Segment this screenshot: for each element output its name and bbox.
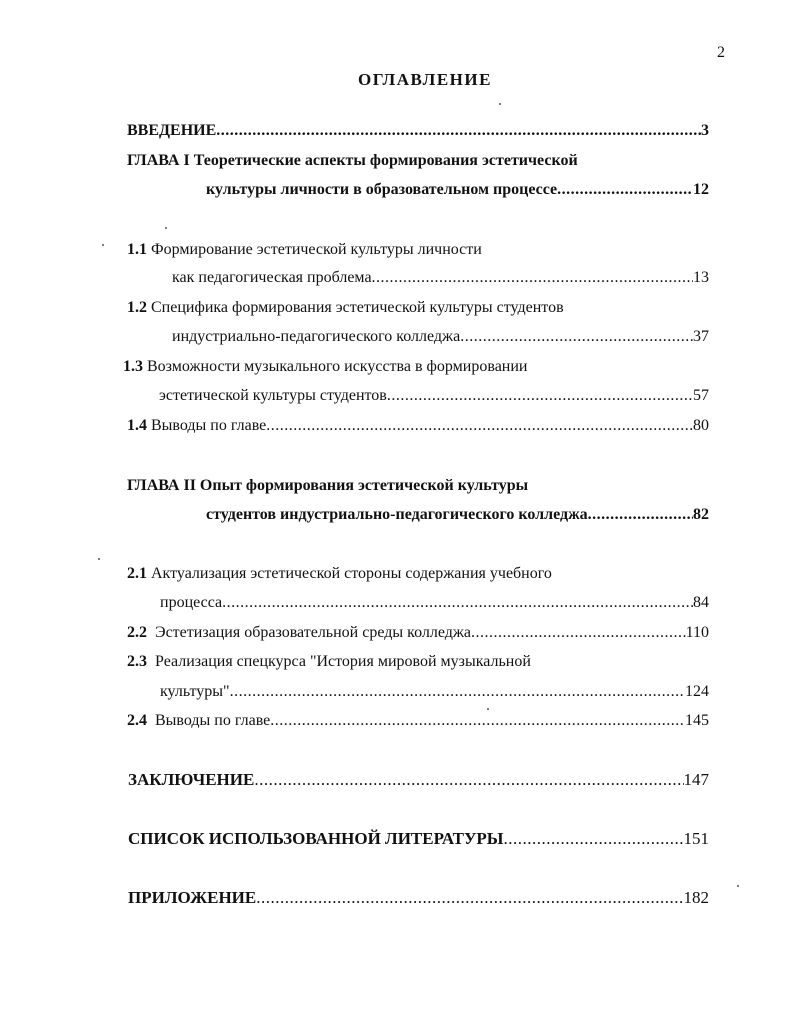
section-number: 1.4: [127, 417, 147, 434]
toc-entry-appendix: [128, 888, 709, 908]
toc-entry-page: 145: [685, 712, 709, 729]
leader-dots: [557, 180, 693, 200]
scan-speck: [165, 227, 167, 229]
leader-dots: [230, 682, 685, 702]
toc-entry-label: студентов индустриально-педагогического колледжа: [206, 506, 588, 523]
toc-entry-page: 182: [683, 888, 709, 907]
toc-entry-page: 84: [693, 594, 709, 611]
toc-entry-page: 151: [683, 829, 709, 848]
scan-speck: [737, 885, 739, 887]
toc-entry-label: эстетической культуры студентов: [159, 387, 387, 404]
toc-entry-chapter-1-line2: [206, 180, 709, 200]
toc-entry-2-3-line1: [127, 652, 531, 672]
section-number: 1.3: [123, 358, 143, 375]
leader-dots: [460, 327, 693, 347]
toc-entry-label: Специфика формирования эстетической культуры студентов: [151, 299, 564, 316]
leader-dots: [254, 770, 683, 790]
toc-entry-label: Формирование эстетической культуры личности: [151, 241, 482, 258]
toc-entry-label: Эстетизация образовательной среды колледжа: [155, 624, 472, 641]
toc-entry-2-4: [127, 711, 709, 731]
toc-entry-page: 3: [701, 122, 709, 139]
section-number: 1.1: [127, 241, 147, 258]
toc-entry-page: 13: [693, 269, 709, 286]
toc-entry-2-2: [127, 623, 709, 643]
toc-entry-conclusion: [128, 770, 709, 790]
toc-entry-label: Актуализация эстетической стороны содержания учебного: [151, 565, 552, 582]
leader-dots: [504, 829, 684, 849]
toc-entry-label: культуры личности в образовательном процессе: [206, 181, 558, 198]
toc-entry-1-2-line1: [127, 298, 564, 318]
toc-entry-1-4: [127, 416, 709, 436]
toc-entry-page: 80: [693, 417, 709, 434]
leader-dots: [266, 416, 693, 436]
toc-entry-page: 147: [683, 770, 709, 789]
toc-entry-label: ПРИЛОЖЕНИЕ: [128, 888, 257, 907]
toc-entry-page: 12: [693, 181, 709, 198]
page-number: 2: [717, 44, 725, 61]
toc-entry-1-3-line1: [123, 357, 528, 377]
toc-entry-1-1-line1: [127, 240, 482, 260]
toc-entry-label: Реализация спецкурса "История мировой музыкальной: [155, 653, 531, 670]
page-title: ОГЛАВЛЕНИЕ: [358, 70, 492, 89]
toc-entry-label: индустриально-педагогического колледжа: [172, 328, 461, 345]
toc-entry-label: Выводы по главе: [155, 712, 271, 729]
scan-speck: [499, 103, 501, 105]
leader-dots: [588, 505, 693, 525]
toc-entry-page: 57: [693, 387, 709, 404]
toc-entry-bibliography: [128, 829, 709, 849]
toc-entry-page: 124: [685, 683, 709, 700]
toc-entry-introduction: [127, 121, 709, 141]
leader-dots: [270, 711, 685, 731]
toc-entry-label: культуры": [160, 683, 230, 700]
toc-entry-page: 37: [693, 328, 709, 345]
toc-entry-page: 82: [693, 506, 709, 523]
section-number: 2.1: [127, 565, 147, 582]
toc-entry-1-2-line2: [172, 327, 709, 347]
toc-entry-1-3-line2: [159, 386, 709, 406]
toc-entry-label: ВВЕДЕНИЕ: [127, 122, 217, 139]
toc-entry-chapter-2-line1: ГЛАВА II Опыт формирования эстетической культуры: [127, 477, 529, 494]
toc-entry-page: 110: [685, 624, 709, 641]
scan-speck: [487, 708, 489, 710]
scan-speck: [102, 244, 104, 246]
toc-entry-chapter-2-line2: [206, 505, 709, 525]
leader-dots: [387, 386, 693, 406]
toc-entry-label: СПИСОК ИСПОЛЬЗОВАННОЙ ЛИТЕРАТУРЫ: [128, 829, 504, 848]
leader-dots: [256, 888, 683, 908]
section-number: 2.3: [127, 653, 147, 670]
scan-speck: [98, 558, 100, 560]
toc-entry-label: Возможности музыкального искусства в формировании: [147, 358, 528, 375]
section-number: 2.2: [127, 624, 147, 641]
leader-dots: [372, 268, 693, 288]
toc-entry-label: процесса: [160, 594, 223, 611]
toc-entry-1-1-line2: [172, 268, 709, 288]
leader-dots: [216, 121, 701, 141]
toc-entry-2-1-line2: [160, 593, 709, 613]
toc-entry-label: как педагогическая проблема: [172, 269, 372, 286]
toc-entry-label: Выводы по главе: [151, 417, 267, 434]
leader-dots: [222, 593, 693, 613]
section-number: 1.2: [127, 299, 147, 316]
toc-entry-chapter-1-line1: ГЛАВА I Теоретические аспекты формирования эстетической: [127, 152, 578, 169]
toc-entry-2-3-line2: [160, 682, 709, 702]
section-number: 2.4: [127, 712, 147, 729]
leader-dots: [471, 623, 686, 643]
toc-entry-label: ЗАКЛЮЧЕНИЕ: [128, 770, 255, 789]
toc-entry-2-1-line1: [127, 564, 552, 584]
